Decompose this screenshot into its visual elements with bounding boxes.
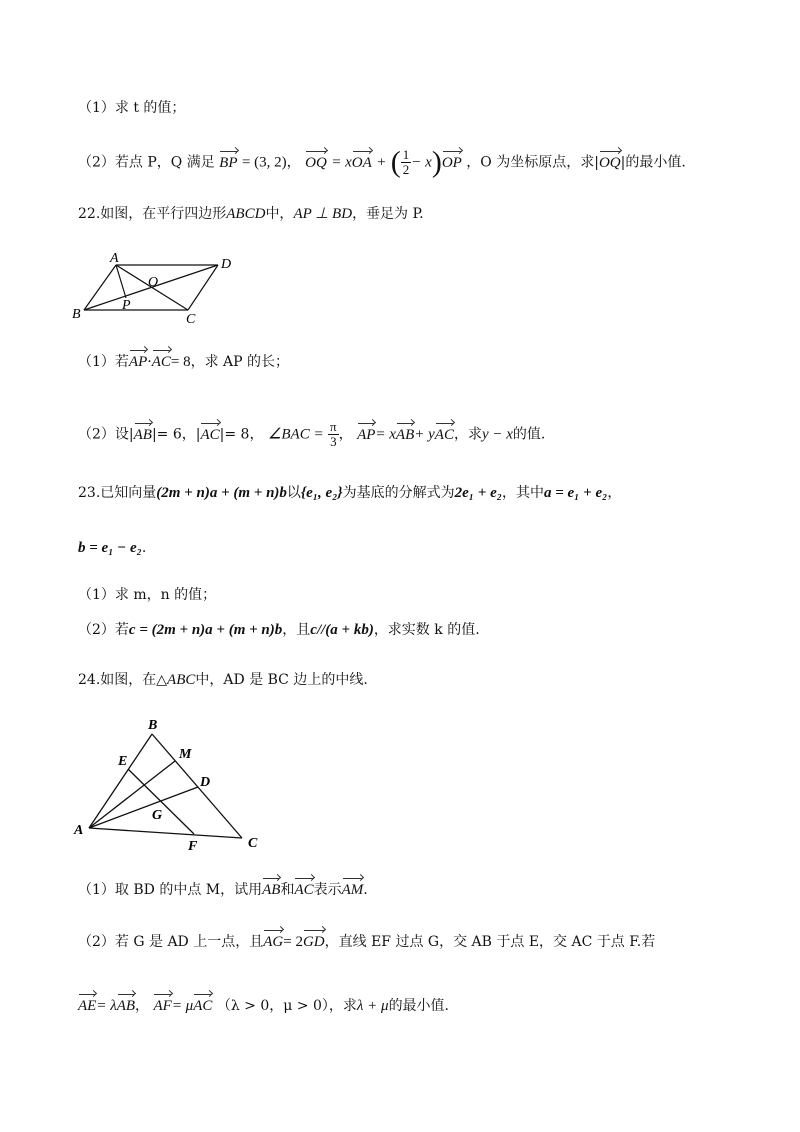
label-A: A — [110, 251, 119, 266]
a-def: a = e₁ + e₂ — [543, 485, 608, 501]
part1-eq: = 8 — [170, 354, 191, 370]
decomp: 2e₁ + e₂ — [454, 485, 502, 501]
ag-eq: = 2 — [283, 934, 303, 950]
half-num: 1 — [402, 147, 410, 162]
q24-part2 — [78, 932, 655, 952]
vector-oq-abs: OQ — [598, 154, 621, 171]
q22-part2-c: |= 8， — [219, 426, 264, 443]
q21-part2: （2）若点 P，Q 满足 BP = (3, 2)， OQ = xOA + ( $\frac{1}{2}$ − x)OP ，O 为坐标原点，求|OQ|的最小值. — [78, 145, 686, 179]
label-D: D — [200, 775, 211, 790]
parallel-cond: c//(a + kb) — [310, 622, 374, 638]
lambda-plus-mu: λ + μ — [356, 998, 389, 1014]
q22-part2: （2）设|AB|= 6，|AC|= 8， ∠BAC = $\frac{\pi}{3}$ ， AP= xAB+ yAC，求y − x的值. — [78, 419, 546, 449]
q23-stem-d: ，其中 — [501, 485, 544, 501]
oq-expr-a: = x — [331, 154, 352, 171]
vector-gd: GD — [302, 934, 325, 950]
angle-bac: ∠BAC = — [267, 426, 324, 443]
plus-y: + y — [414, 426, 435, 443]
vector-oq: OQ — [305, 154, 327, 171]
vector-ab-2: AB — [395, 426, 415, 443]
q24-stem — [78, 670, 368, 690]
edge-bc — [152, 734, 242, 838]
q22-part1 — [78, 352, 289, 372]
q24-cond: （λ > 0，μ > 0），求 — [216, 998, 357, 1014]
vector-ac-3: AC — [434, 426, 454, 443]
label-G: G — [152, 808, 163, 823]
af-eq: = μ — [171, 998, 194, 1014]
q23-stem-e: ， — [607, 485, 622, 501]
label-F: F — [188, 839, 198, 854]
vector-ag: AG — [263, 934, 284, 950]
q23-part2-b: ，且 — [282, 622, 311, 638]
b-def: b = e₁ − e₂ — [78, 540, 142, 556]
q23-part1: （1）求 m，n 的值； — [78, 587, 217, 603]
q21-part1: （1）求 t 的值； — [78, 100, 186, 116]
oq-expr-b: + — [376, 154, 387, 171]
q23-stem — [78, 483, 621, 503]
edge-ac — [89, 828, 242, 838]
vector-ac-4: AC — [294, 882, 314, 898]
q23-stem-f: . — [141, 540, 147, 556]
q24-stem-a: 24.如图，在△ — [78, 672, 168, 688]
vector-af: AF — [153, 998, 172, 1014]
label-B: B — [148, 718, 158, 733]
label-M: M — [179, 747, 192, 762]
q22-part2-b: |= 6，| — [151, 426, 201, 443]
label-E: E — [118, 754, 128, 769]
right-paren: ) — [431, 145, 442, 179]
perp-expr: AP ⊥ BD — [293, 206, 353, 222]
vector-ac-5: AC — [193, 998, 213, 1014]
q22-stem-a: 22.如图，在平行四边形 — [78, 206, 227, 222]
edge-ab — [84, 265, 116, 310]
abcd-label: ABCD — [226, 206, 266, 222]
label-B: B — [72, 307, 81, 322]
comma: ， — [286, 154, 301, 171]
q24-part1-end: . — [363, 882, 368, 898]
fraction-pi-3 — [328, 420, 339, 449]
q23-part2-a: （2）若 — [78, 622, 129, 638]
pi: π — [330, 419, 337, 434]
vector-ap: AP — [128, 354, 148, 370]
triangle-svg — [70, 714, 270, 854]
q23-stem-a: 23.已知向量 — [78, 485, 157, 501]
left-paren: ( — [390, 145, 401, 179]
y-minus-x: y − x — [481, 426, 513, 443]
ae-eq: = λ — [96, 998, 117, 1014]
vector-bp: BP — [219, 154, 238, 171]
half-den: 2 — [402, 162, 410, 177]
bp-equation: = (3, 2) — [241, 154, 287, 171]
q22-part2-a: （2）设| — [78, 426, 134, 443]
q24-part2-a: （2）若 G 是 AD 上一点，且 — [78, 934, 264, 950]
q22-part1-b: ，求 AP 的长； — [190, 354, 290, 370]
abc-label: ABC — [167, 672, 196, 688]
q22-part2-e: 的值. — [512, 426, 546, 443]
q22-part1-a: （1）若 — [78, 354, 129, 370]
edge-ab — [89, 734, 152, 828]
q21-part2-suffix: ，O 为坐标原点，求 — [466, 154, 595, 171]
vector-ac-2: AC — [200, 426, 220, 443]
label-C: C — [248, 836, 258, 851]
vector-am: AM — [341, 882, 364, 898]
q23-stem-cont — [78, 538, 146, 558]
vector-oa: OA — [351, 154, 372, 171]
vector-ac: AC — [151, 354, 171, 370]
label-D: D — [221, 257, 232, 272]
c-def: c = (2m + n)a + (m + n)b — [128, 622, 283, 638]
eq-x: = x — [375, 426, 396, 443]
vector-ap-2: AP — [357, 426, 376, 443]
vector-ab-4: AB — [116, 998, 136, 1014]
q23-part2-c: ，求实数 k 的值. — [373, 622, 480, 638]
q22-stem-c: ，垂足为 P. — [352, 206, 424, 222]
q22-part2-d: ，求 — [453, 426, 482, 443]
q24-stem-b: 中，AD 是 BC 边上的中线. — [195, 672, 368, 688]
q24-part2-c: 的最小值. — [388, 998, 450, 1014]
vec-expr: (2m + n)a + (m + n)b — [156, 485, 287, 501]
and-text: 和 — [280, 882, 295, 898]
edge-dc — [188, 265, 218, 310]
label-C: C — [186, 312, 196, 327]
fraction-half — [401, 148, 412, 177]
q24-part1 — [78, 880, 368, 900]
q23-part2 — [78, 620, 480, 640]
segment-ef — [128, 769, 194, 834]
q22-stem-b: 中， — [265, 206, 294, 222]
q24-part2-b: ，直线 EF 过点 G，交 AB 于点 E，交 AC 于点 F.若 — [324, 934, 656, 950]
minus-x: − x — [411, 154, 432, 171]
parallelogram-figure — [70, 250, 250, 334]
label-O: O — [148, 275, 159, 290]
q24-part1-a: （1）取 BD 的中点 M，试用 — [78, 882, 263, 898]
basis: {e₁, e₂} — [300, 485, 343, 501]
label-P: P — [122, 298, 131, 313]
q23-stem-c: 为基底的分解式为 — [342, 485, 455, 501]
vector-ab: AB — [133, 426, 152, 443]
vector-ae: AE — [78, 998, 97, 1014]
triangle-figure — [70, 714, 270, 858]
three: 3 — [330, 434, 337, 449]
label-A: A — [74, 823, 84, 838]
q22-stem — [78, 204, 424, 224]
q24-part2-cont: AE= λAB， AF= μAC （λ > 0，μ > 0），求λ + μ的最小值. — [78, 998, 450, 1014]
vector-op: OP — [441, 154, 462, 171]
express-text: 表示 — [313, 882, 342, 898]
q21-part2-end: 的最小值. — [625, 154, 686, 171]
dot-op: · — [147, 354, 152, 370]
q23-stem-b: 以 — [286, 485, 301, 501]
vector-ab-3: AB — [262, 882, 281, 898]
parallelogram-svg — [70, 250, 250, 330]
q21-part2-prefix: （2）若点 P，Q 满足 — [78, 154, 215, 171]
